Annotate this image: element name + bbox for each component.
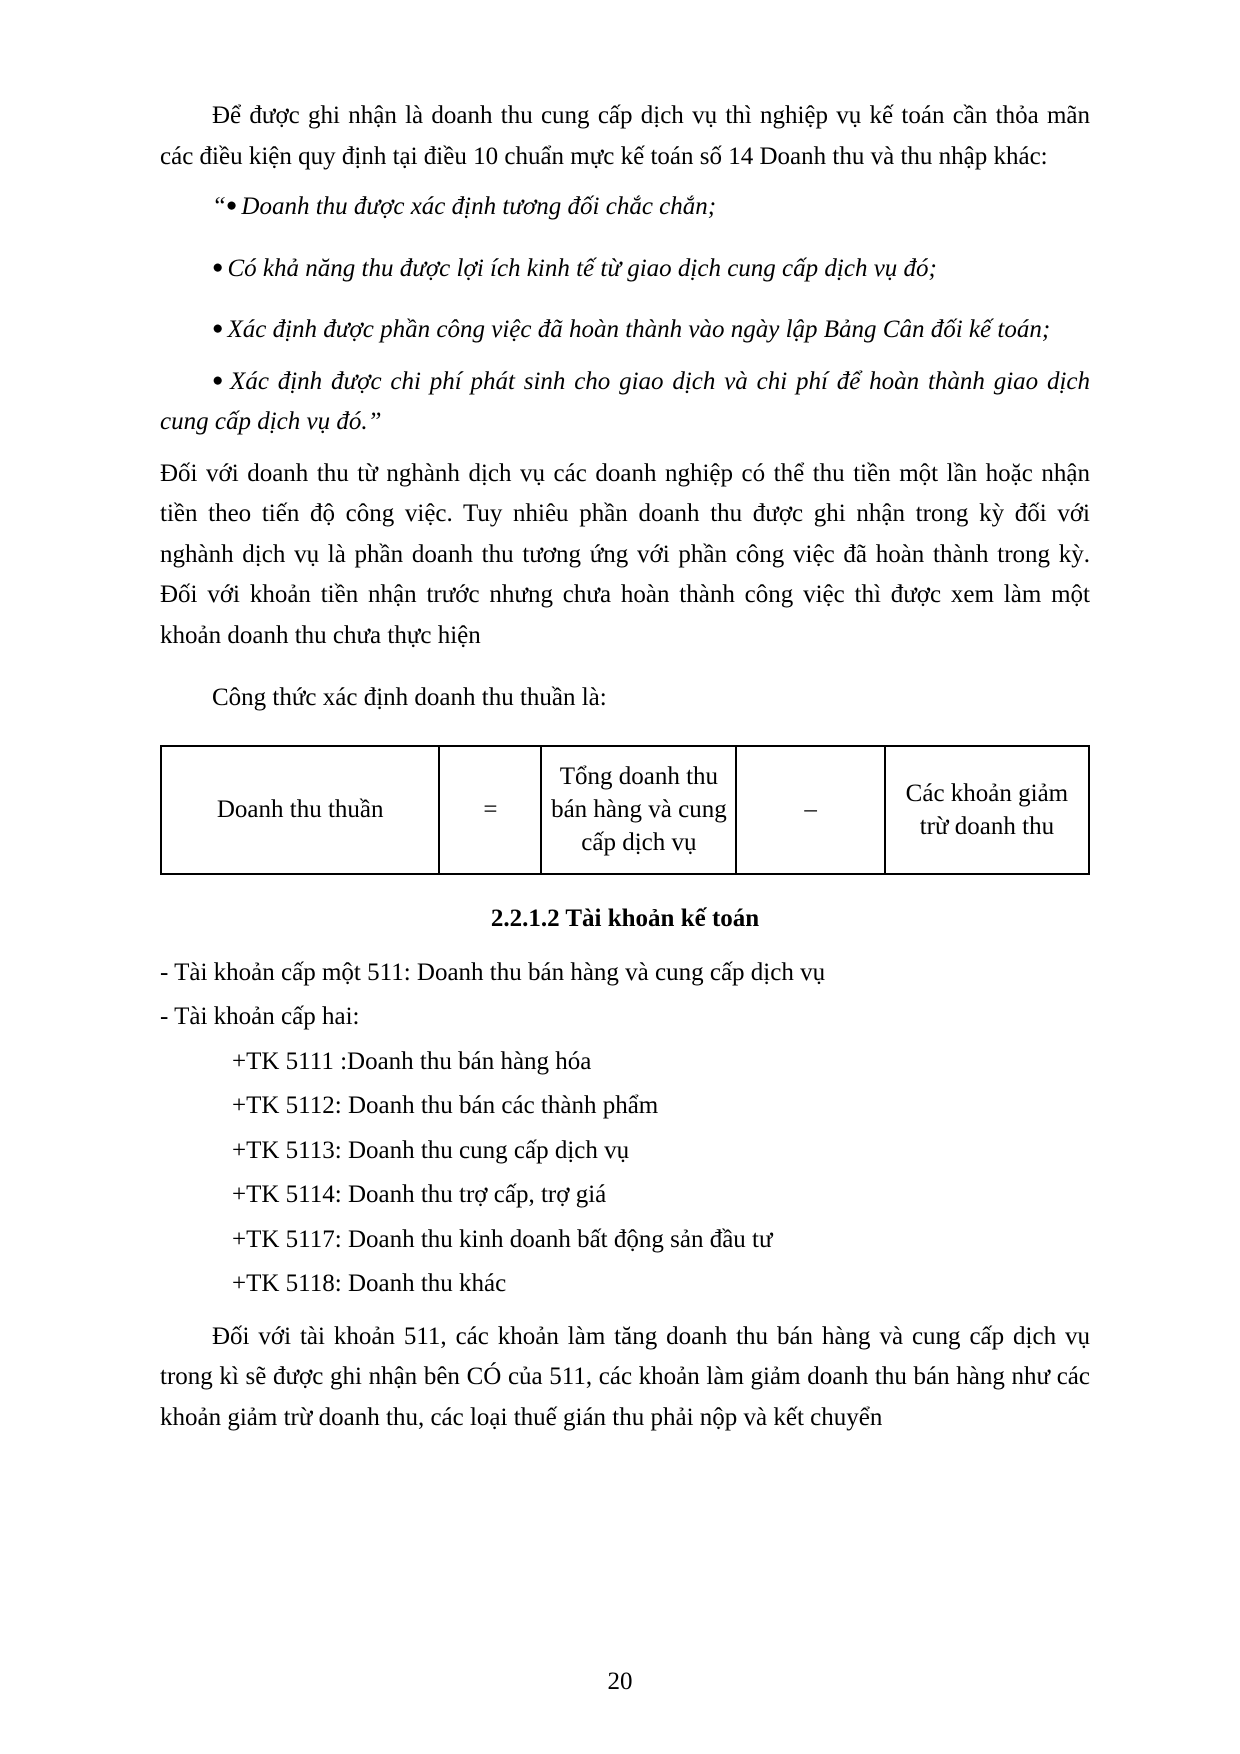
quote-open-mark: “ [212,193,226,220]
cell-gross-revenue: Tổng doanh thu bán hàng và cung cấp dịch vụ [541,746,736,874]
sub-account-item: +TK 5112: Doanh thu bán các thành phẩm [232,1092,659,1119]
cell-equals: = [439,746,541,874]
quote-item [160,249,1090,290]
quote-block [160,187,1090,443]
cell-deductions: Các khoản giảm trừ doanh thu [885,746,1089,874]
cell-minus: – [736,746,884,874]
sub-account-item: +TK 5111 :Doanh thu bán hàng hóa [232,1047,592,1075]
formula-intro: Công thức xác định doanh thu thuần là: [212,684,607,711]
account-line: - Tài khoản cấp hai: [160,1003,360,1030]
sub-account-item: +TK 5114: Doanh thu trợ cấp, trợ giá [232,1181,607,1208]
quote-item [160,362,1090,443]
quote-item-text: Doanh thu được xác định tương đối chắc chắn; [241,193,717,220]
quote-item-text: Xác định được chi phí phát sinh cho giao dịch và chi phí để hoàn thành giao dịch cung cấp dịch vụ đó.” [160,367,1090,435]
page-number: 20 [607,1668,633,1695]
bullet-icon: ● [212,369,227,391]
table-row [161,746,1089,874]
quote-item [160,310,1090,351]
sub-account-item: +TK 5118: Doanh thu khác [232,1270,507,1297]
bullet-icon: ● [225,195,238,216]
intro-paragraph: Để được ghi nhận là doanh thu cung cấp dịch vụ thì nghiệp vụ kế toán cần thỏa mãn các điều kiện quy định tại điều 10 chuẩn mực kế toán số 14 Doanh thu và thu nhập khác: [160,102,1090,170]
quote-item [160,187,1090,228]
quote-item-text: Xác định được phần công việc đã hoàn thành vào ngày lập Bảng Cân đối kế toán; [227,316,1051,343]
section-heading: 2.2.1.2 Tài khoản kế toán [490,904,760,932]
sub-account-item: +TK 5117: Doanh thu kinh doanh bất động sản đầu tư [232,1225,773,1253]
bullet-icon: ● [212,318,224,339]
cell-revenue-net: Doanh thu thuần [161,746,439,874]
closing-paragraph: Đối với tài khoản 511, các khoản làm tăng doanh thu bán hàng và cung cấp dịch vụ trong kì sẽ được ghi nhận bên CÓ của 511, các khoản làm giảm doanh thu bán hàng như các khoản giảm trừ doanh thu, các loại thuế gián thu phải nộp và kết chuyển [160,1322,1090,1431]
formula-table [160,745,1090,875]
account-line: - Tài khoản cấp một 511: Doanh thu bán hàng và cung cấp dịch vụ [160,958,826,986]
quote-item-text: Có khả năng thu được lợi ích kinh tế từ giao dịch cung cấp dịch vụ đó; [227,254,937,282]
sub-account-item: +TK 5113: Doanh thu cung cấp dịch vụ [232,1136,630,1164]
spacer [160,300,1090,310]
spacer [160,177,1090,187]
spacer [160,656,1090,678]
paragraph-after-quote: Đối với doanh thu từ nghành dịch vụ các doanh nghiệp có thể thu tiền một lần hoặc nhận tiền theo tiến độ công việc. Tuy nhiêu phần doanh thu được ghi nhận trong kỳ đối với nghành dịch vụ là phần doanh thu tương ứng với phần công việc đã hoàn thành trong kỳ. Đối với khoản tiền nhận trước nhưng chưa hoàn thành công việc thì được xem làm một khoản doanh thu chưa thực hiện [160,459,1090,649]
spacer [160,239,1090,249]
spacer [160,1307,1090,1317]
bullet-icon: ● [212,256,224,278]
